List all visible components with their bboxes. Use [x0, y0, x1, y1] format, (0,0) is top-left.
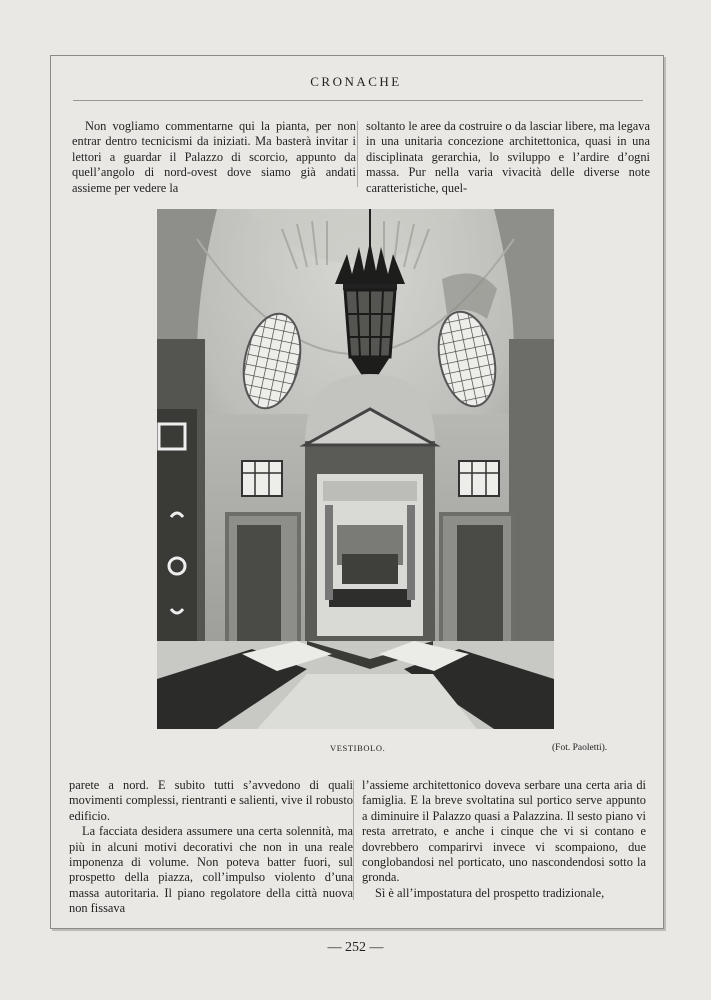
paragraph: La facciata desidera assumere una certa solennità, ma più in alcuni motivi decorativi che non in una reale imponenza di volume. Non poteva batter fuori, sul prospetto della piazza, coll’impulso violento d’una massa autoritaria. Il piano regolatore della città nuova non fissava [69, 824, 353, 916]
column-top-right [366, 119, 650, 196]
paragraph: parete a nord. E subito tutti s’avvedono di quali movimenti complessi, rientranti e salienti, vive il robusto edificio. [69, 778, 353, 823]
photo-caption: VESTIBOLO. [330, 743, 386, 753]
page-number: — 252 — [327, 940, 384, 955]
paragraph: Non vogliamo commentarne qui la pianta, per non entrar dentro tecnicismi da iniziati. Ma basterà invitar i lettori a guardar il Palazzo di scorcio, appunto da quell’angolo di nord-ovest dove siamo già andati assieme per vedere la [72, 119, 356, 195]
paragraph: soltanto le aree da costruire o da lasciar libere, ma legava in una unitaria concezione architettonica, quasi in una disciplinata gerarchia, lo sviluppo e l’ardire d’ogni massa. Pur nella varia vivacità delle diverse note caratteristiche, quel- [366, 119, 650, 195]
column-bottom-right [362, 778, 646, 901]
column-top-left [72, 119, 356, 196]
paragraph: l’assieme architettonico doveva serbare una certa aria di famiglia. E la breve svoltatina sul portico serve appunto a diminuire il Palazzo quasi a Palazzina. Il sesto piano vi resta arretrato, e anche i cinque che vi si contano e dovrebbero comparirvi invece vi scompaiono, due conglobandosi nel porticato, uno nascondendosi sotto la gronda. [362, 778, 646, 885]
photo-illustration [157, 209, 554, 729]
column-divider-top [357, 121, 358, 187]
header-rule [73, 100, 643, 101]
photo-credit: (Fot. Paoletti). [552, 743, 608, 753]
paragraph: Sì è all’impostatura del prospetto tradizionale, [375, 885, 605, 900]
vestibule-photograph [157, 209, 554, 729]
running-header: CRONACHE [310, 74, 402, 89]
column-bottom-left [69, 778, 353, 917]
column-divider-bottom [353, 780, 354, 900]
